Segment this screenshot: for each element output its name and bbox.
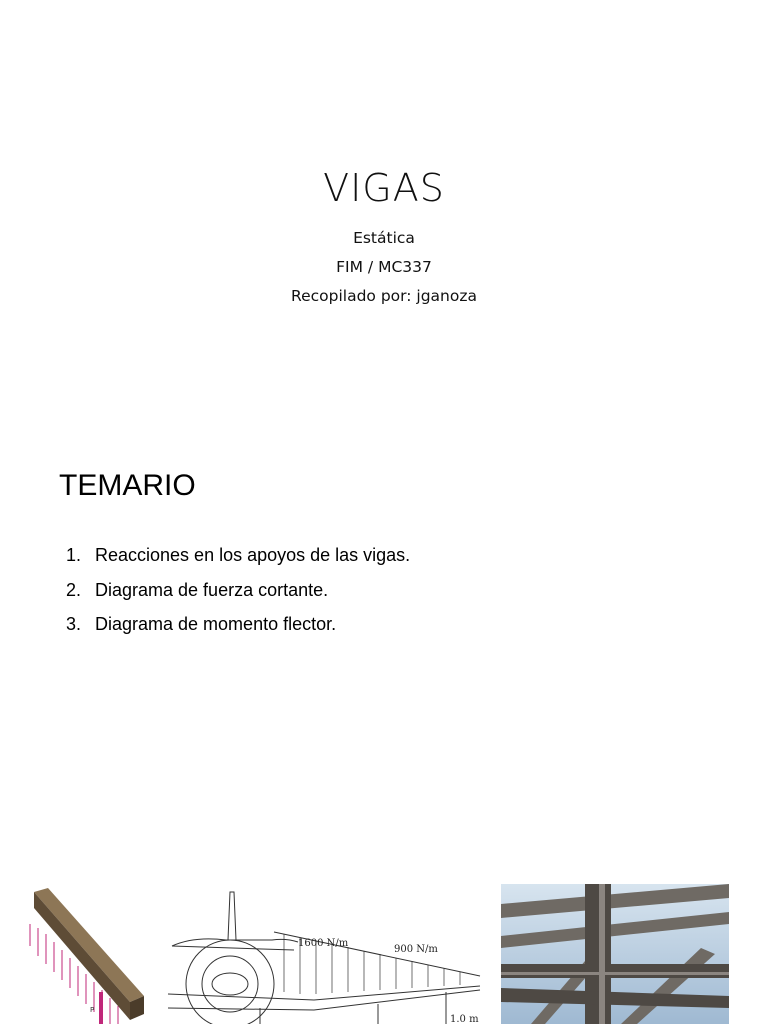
- topic-item: [66, 580, 410, 615]
- topic-text: Reacciones en los apoyos de las vigas.: [95, 545, 411, 565]
- topic-item: [66, 614, 410, 649]
- beam-load-label: P: [90, 1006, 95, 1014]
- topic-item: [66, 545, 410, 580]
- dimension-label: 1.0 m: [450, 1014, 479, 1024]
- load-label-1600: 1600 N/m: [298, 938, 349, 949]
- topic-list: [66, 545, 410, 649]
- slide-title: VIGAS: [323, 166, 445, 210]
- topic-text: Diagrama de fuerza cortante.: [95, 579, 329, 600]
- compiled-by-line: Recopilado por: jganoza: [291, 287, 477, 305]
- course-code-line: FIM / MC337: [336, 258, 432, 276]
- temario-heading: TEMARIO: [59, 469, 196, 502]
- topic-number: 2.: [66, 579, 82, 600]
- topic-text: Diagrama de momento flector.: [95, 614, 337, 634]
- steel-structure-photo: [501, 884, 729, 1024]
- load-label-900: 900 N/m: [394, 944, 438, 955]
- wing-load-diagram: [164, 884, 486, 1024]
- topic-number: 3.: [66, 614, 82, 634]
- topic-number: 1.: [66, 545, 82, 565]
- beam-load-photo: [22, 884, 150, 1024]
- subject-line: Estática: [353, 229, 415, 247]
